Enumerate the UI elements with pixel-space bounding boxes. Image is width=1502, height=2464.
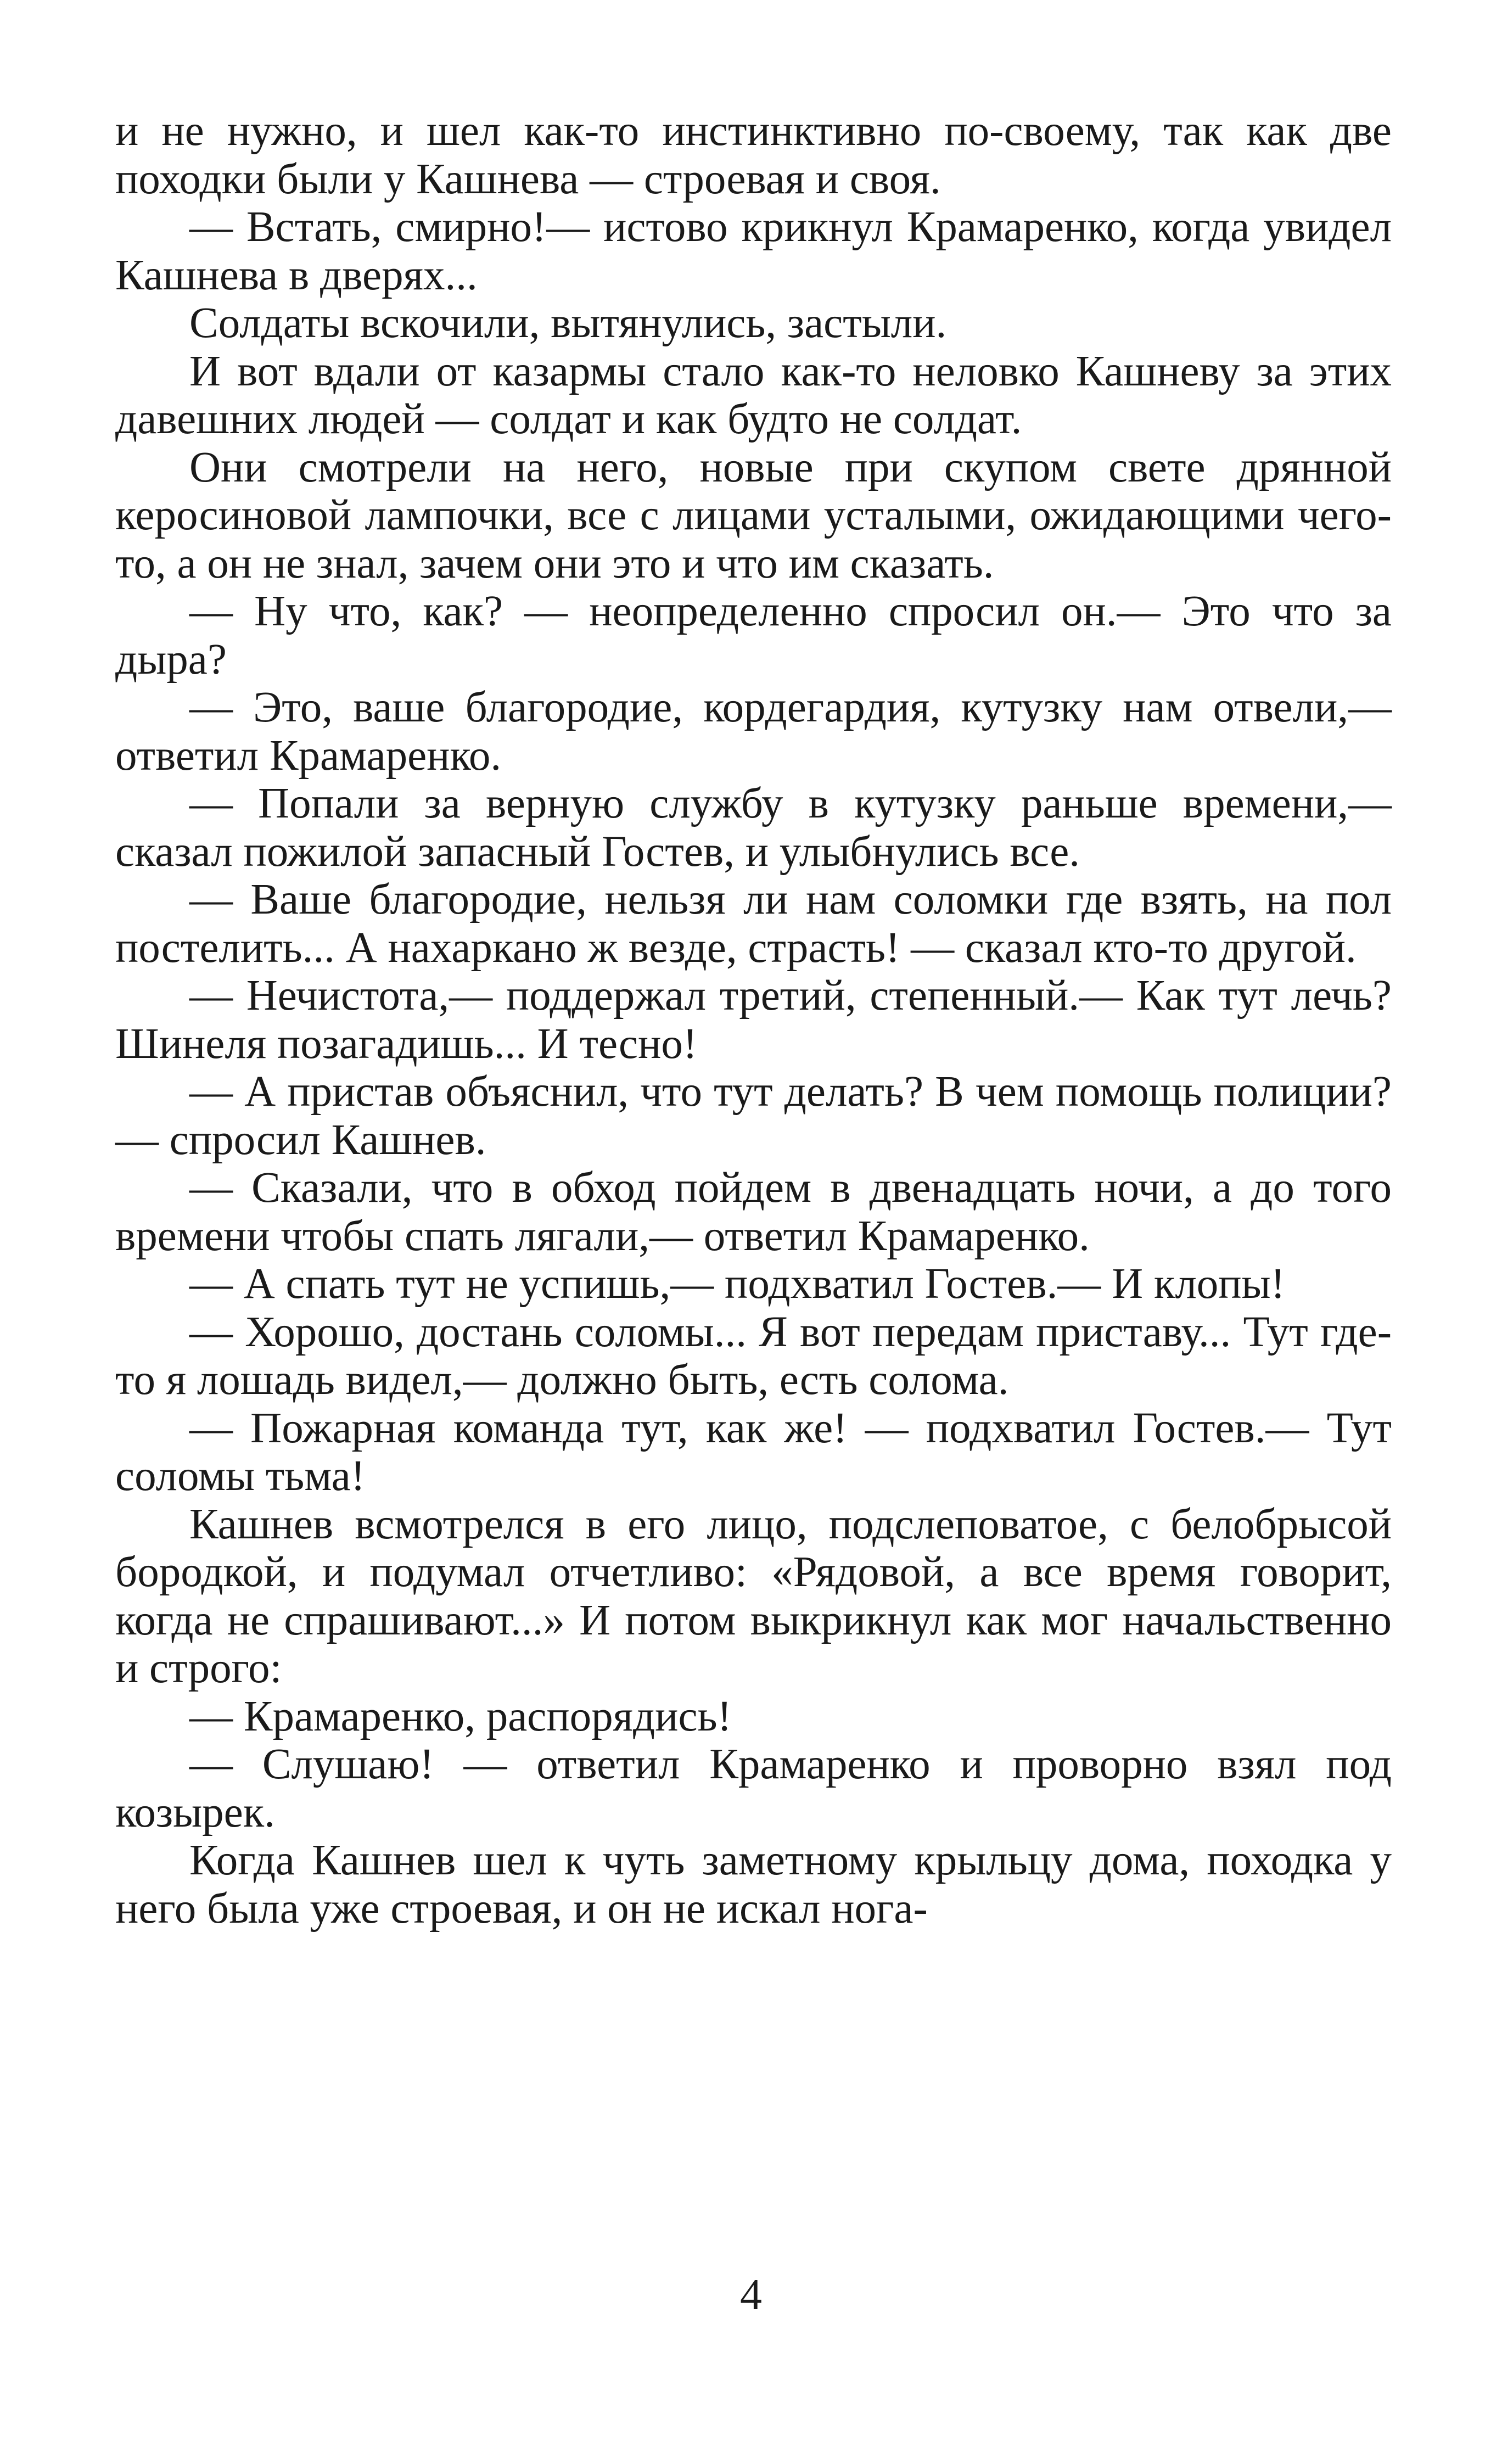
paragraph-3: Солдаты вскочили, вытянулись, застыли. (189, 299, 947, 347)
paragraph-14: — Хорошо, достань соломы... Я вот передам приставу... Тут где-то я лошадь видел,— должно быть, есть солома. (115, 1308, 1392, 1404)
paragraph-5: Они смотрели на него, новые при скупом свете дрянной керосиновой лампочки, все с лицами усталыми, ожидающими чего-то, а он не знал, зачем они это и что им сказать. (115, 443, 1392, 587)
paragraph-8: — Попали за верную службу в кутузку раньше времени,— сказал пожилой запасный Гостев, и улыбнулись все. (115, 780, 1392, 876)
paragraph-2: — Встать, смирно!— истово крикнул Крамаренко, когда увидел Кашнева в дверях... (115, 203, 1392, 299)
paragraph-11: — А пристав объяснил, что тут делать? В чем помощь полиции? — спросил Кашнев. (115, 1068, 1392, 1164)
paragraph-12: — Сказали, что в обход пойдем в двенадцать ночи, а до того времени чтобы спать лягали,— ответил Крамаренко. (115, 1164, 1392, 1260)
paragraph-10: — Нечистота,— поддержал третий, степенный.— Как тут лечь? Шинеля позагадишь... И тесно! (115, 972, 1392, 1068)
page-number: 4 (740, 2271, 762, 2319)
paragraph-7: — Это, ваше благородие, кордегардия, кутузку нам отвели,— ответил Крамаренко. (115, 684, 1392, 780)
paragraph-15: — Пожарная команда тут, как же! — подхватил Гостев.— Тут соломы тьма! (115, 1404, 1392, 1500)
book-page-text (115, 107, 1392, 1933)
paragraph-4: И вот вдали от казармы стало как-то неловко Кашневу за этих давешних людей — солдат и как будто не солдат. (115, 347, 1392, 443)
paragraph-1: и не нужно, и шел как-то инстинктивно по-своему, так как две походки были у Кашнева — строевая и своя. (115, 107, 1392, 203)
paragraph-17: — Крамаренко, распорядись! (189, 1692, 732, 1740)
paragraph-9: — Ваше благородие, нельзя ли нам соломки где взять, на пол постелить... А нахаркано ж везде, страсть! — сказал кто-то другой. (115, 876, 1392, 972)
paragraph-16: Кашнев всмотрелся в его лицо, подслеповатое, с белобрысой бородкой, и подумал отчетливо: «Рядовой, а все время говорит, когда не спрашивают...» И потом выкрикнул как мог начальственно и строго: (115, 1500, 1392, 1692)
paragraph-6: — Ну что, как? — неопределенно спросил он.— Это что за дыра? (115, 587, 1392, 684)
paragraph-13: — А спать тут не успишь,— подхватил Гостев.— И клопы! (189, 1260, 1285, 1308)
paragraph-19: Когда Кашнев шел к чуть заметному крыльцу дома, походка у него была уже строевая, и он не искал нога- (115, 1836, 1392, 1933)
paragraph-18: — Слушаю! — ответил Крамаренко и проворно взял под козырек. (115, 1740, 1392, 1836)
